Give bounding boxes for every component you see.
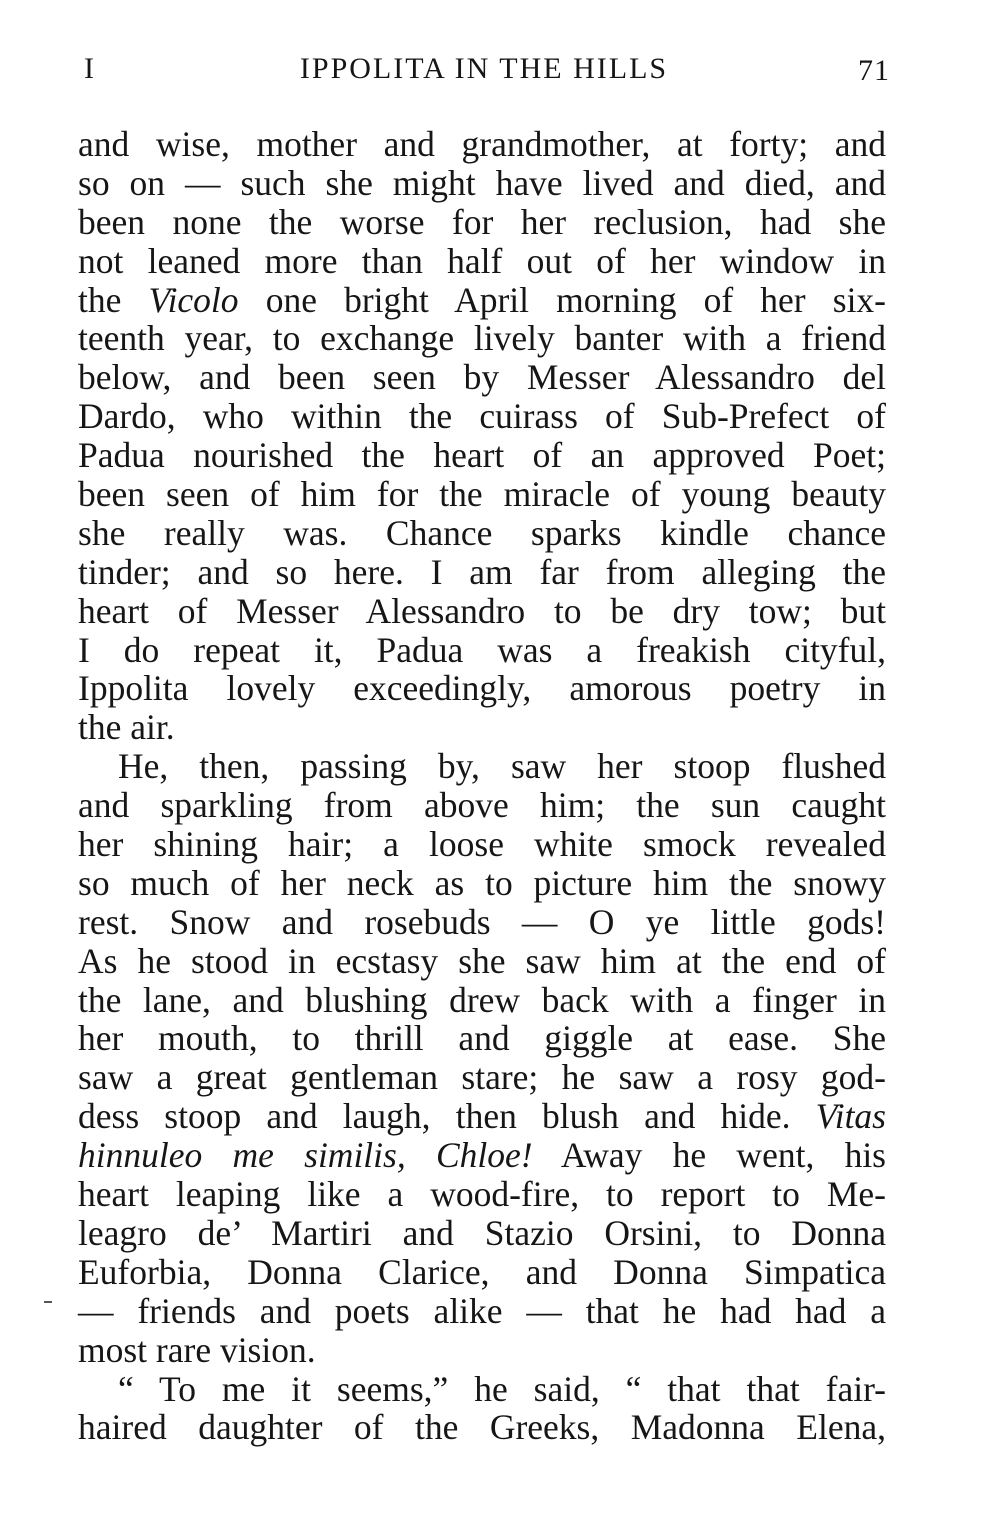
text-line: she really was. Chance sparks kindle chance (78, 512, 886, 553)
text-line: teenth year, to exchange lively banter with a friend (78, 318, 886, 359)
text-line: hinnuleo me similis, Chloe! Away he went, his (78, 1135, 886, 1176)
text-line: Euforbia, Donna Clarice, and Donna Simpatica (78, 1251, 886, 1292)
text-line: He, then, passing by, saw her stoop flushed (118, 746, 886, 787)
text-line: heart leaping like a wood-fire, to report to Me- (78, 1174, 886, 1215)
text-line: the air. (78, 707, 175, 748)
text-line: her shining hair; a loose white smock revealed (78, 824, 886, 865)
text-line: heart of Messer Alessandro to be dry tow; but (78, 590, 886, 631)
text-line: As he stood in ecstasy she saw him at the end of (78, 940, 886, 981)
text-line: Ippolita lovely exceedingly, amorous poetry in (78, 668, 886, 709)
text-line: tinder; and so here. I am far from alleging the (78, 551, 886, 592)
text-line: I do repeat it, Padua was a freakish cityful, (78, 629, 886, 670)
body-text (78, 125, 886, 1447)
text-line: the lane, and blushing drew back with a finger in (78, 979, 886, 1020)
text-line: saw a great gentleman stare; he saw a rosy god- (78, 1057, 886, 1098)
text-line: Padua nourished the heart of an approved Poet; (78, 435, 886, 476)
running-head (78, 52, 890, 96)
text-line: below, and been seen by Messer Alessandro del (78, 357, 886, 398)
text-line: her mouth, to thrill and giggle at ease. She (78, 1018, 886, 1059)
text-line: so much of her neck as to picture him the snowy (78, 862, 886, 903)
text-line: and wise, mother and grandmother, at forty; and (78, 124, 886, 164)
page-number: 71 (858, 54, 890, 87)
text-line: — friends and poets alike — that he had had a (78, 1290, 886, 1331)
text-line: most rare vision. (78, 1329, 316, 1370)
text-line: been none the worse for her reclusion, had she (78, 201, 886, 242)
text-line: not leaned more than half out of her window in (78, 240, 886, 281)
italic-text: Vitas (815, 1096, 886, 1137)
italic-text: hinnuleo me similis, Chloe! (78, 1135, 533, 1176)
chapter-number: I (84, 52, 95, 85)
text-line: leagro de’ Martiri and Stazio Orsini, to Donna (78, 1212, 886, 1253)
text-line: “ To me it seems,” he said, “ that that fair- (118, 1368, 886, 1409)
text-line: rest. Snow and rosebuds — O ye little gods! (78, 901, 886, 942)
margin-mark (44, 1301, 52, 1303)
text-line: haired daughter of the Greeks, Madonna Elena, (78, 1407, 886, 1448)
italic-text: Vicolo (148, 279, 239, 320)
text-line: been seen of him for the miracle of young beauty (78, 474, 886, 515)
text-line: so on — such she might have lived and died, and (78, 162, 886, 203)
text-line: and sparkling from above him; the sun caught (78, 785, 886, 826)
text-line: Dardo, who within the cuirass of Sub-Prefect of (78, 396, 886, 437)
running-title: IPPOLITA IN THE HILLS (299, 52, 669, 85)
text-line: dess stoop and laugh, then blush and hide. Vitas (78, 1096, 886, 1137)
text-line: the Vicolo one bright April morning of her six- (78, 279, 886, 320)
